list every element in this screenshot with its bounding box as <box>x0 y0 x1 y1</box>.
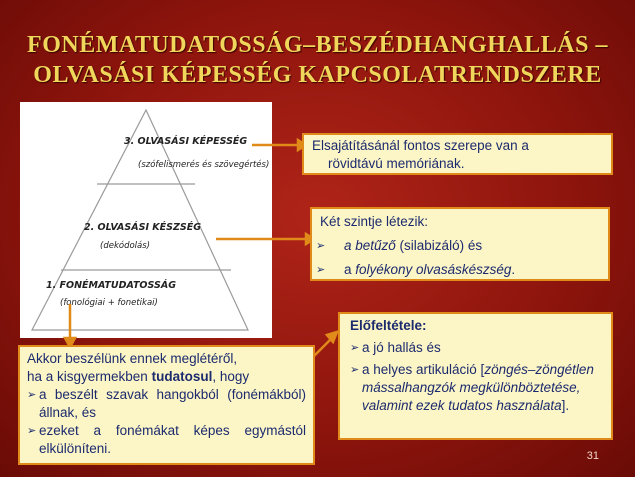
arrowhead-bullet-icon: ➢ <box>27 425 37 437</box>
pyramid-level1-sub: (fonológiai + fonetikai) <box>60 298 158 308</box>
prerequisites-item-1-text: a jó hallás és <box>362 340 441 355</box>
memory-note-box <box>302 133 613 175</box>
prerequisites-item-2-post: ]. <box>561 398 570 413</box>
prerequisites-item-2-em: zöngés–zöngétlen mássalhangzók megkülönböztetése, valamint ezek tudatos használata <box>362 362 594 413</box>
phoneme-line-2 <box>27 368 306 386</box>
prerequisites-box <box>338 312 613 440</box>
phoneme-item-2-text: ezeket a fonémákat képes egymástól elkülöníteni. <box>39 423 306 456</box>
levels-item-2 <box>316 261 600 279</box>
phoneme-item-1-text: a beszélt szavak hangokból (fonémákból) állnak, és <box>39 387 306 420</box>
phoneme-line-1: Akkor beszélünk ennek meglétéről, <box>27 351 238 366</box>
pyramid-level2-sub: (dekódolás) <box>100 241 150 251</box>
levels-box <box>310 207 610 281</box>
title-line-1: FONÉMATUDATOSSÁG–BESZÉDHANGHALLÁS – <box>27 32 608 58</box>
levels-heading: Két szintje létezik: <box>320 214 429 229</box>
memory-note-line-2: rövidtávú memóriának. <box>328 156 465 171</box>
phoneme-line-2-pre: ha a kisgyermekben <box>27 369 152 384</box>
arrowhead-bullet-icon: ➢ <box>27 389 37 401</box>
pyramid-level1-label: 1. FONÉMATUDATOSSÁG <box>46 280 177 291</box>
phoneme-awareness-box <box>18 345 315 465</box>
slide-number: 31 <box>586 450 599 462</box>
arrowhead-bullet-icon: ➢ <box>316 240 326 252</box>
prerequisites-item-1 <box>350 339 601 357</box>
arrowhead-bullet-icon: ➢ <box>350 364 360 376</box>
levels-item-2-em: folyékony olvasáskészség <box>355 262 512 277</box>
prerequisites-item-2 <box>350 361 601 415</box>
pyramid-level3-sub: (szófelismerés és szövegértés) <box>138 160 270 170</box>
levels-item-2-pre: a <box>344 262 356 277</box>
phoneme-line-2-bold: tudatosul <box>151 369 213 384</box>
levels-item-1 <box>316 237 600 255</box>
pyramid-level3-label: 3. OLVASÁSI KÉPESSÉG <box>124 136 248 147</box>
phoneme-item-2 <box>27 422 306 458</box>
title-line-2: OLVASÁSI KÉPESSÉG KAPCSOLATRENDSZERE <box>33 62 602 88</box>
levels-item-1-em: a betűző <box>344 238 396 253</box>
prerequisites-heading: Előfeltétele: <box>350 318 427 333</box>
levels-item-1-rest: (silabizáló) és <box>395 238 483 253</box>
arrowhead-bullet-icon: ➢ <box>350 342 360 354</box>
prerequisites-item-2-pre: a helyes artikuláció [ <box>362 362 485 377</box>
arrowhead-bullet-icon: ➢ <box>316 264 326 276</box>
pyramid-level2-label: 2. OLVASÁSI KÉSZSÉG <box>84 222 201 233</box>
phoneme-line-2-post: , hogy <box>212 369 250 384</box>
levels-item-2-post: . <box>511 262 516 277</box>
memory-note-line-1: Elsajátításánál fontos szerepe van a <box>312 138 529 153</box>
phoneme-item-1 <box>27 386 306 422</box>
